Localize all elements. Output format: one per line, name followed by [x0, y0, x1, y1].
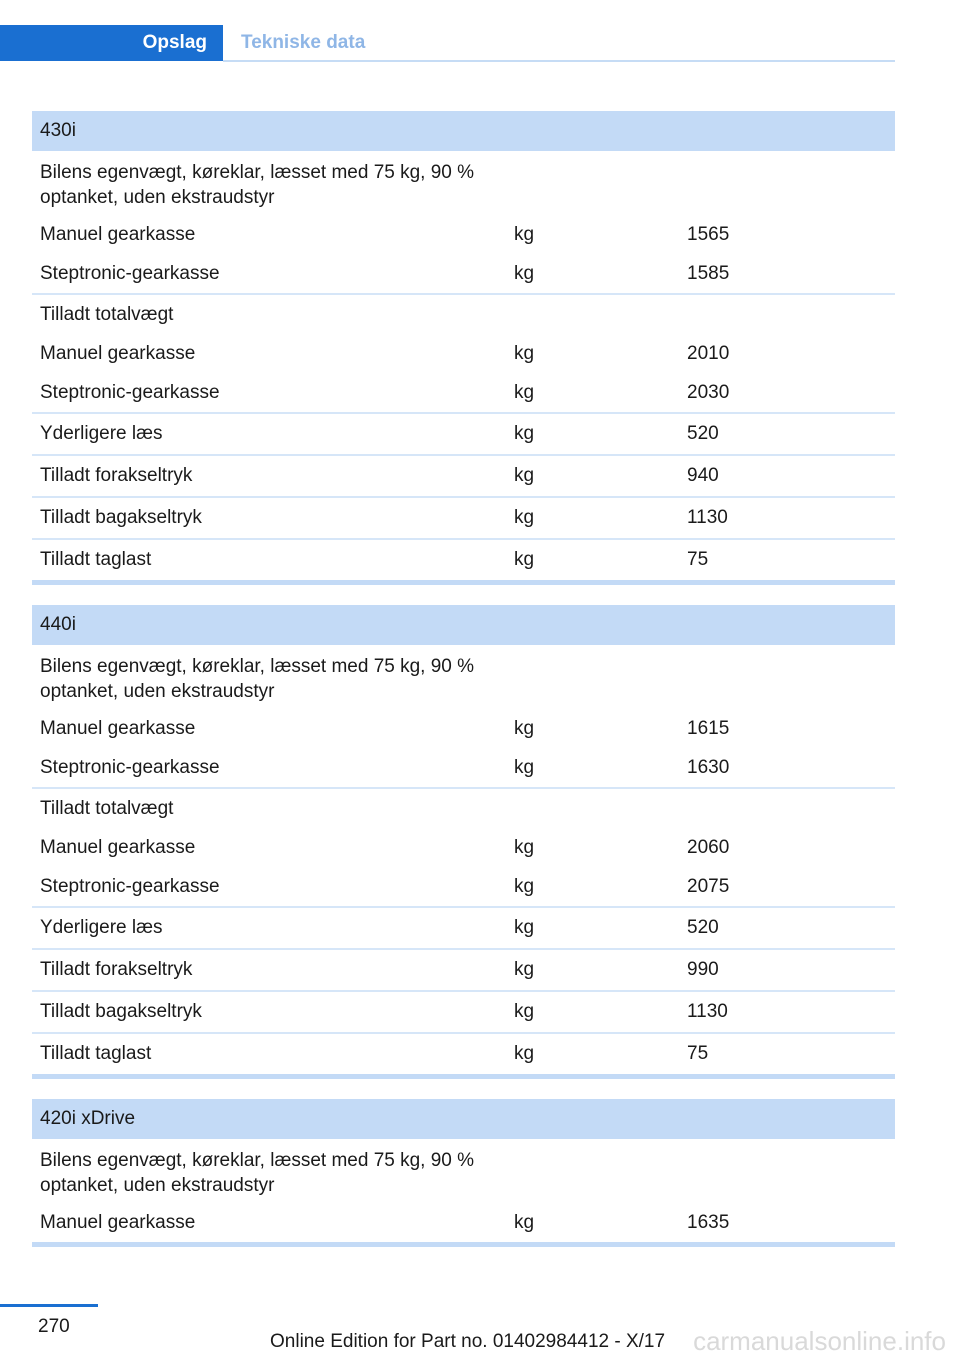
table-end-bar: [32, 580, 895, 585]
table-row: Tilladt bagakseltryk kg 1130: [40, 1001, 728, 1022]
own-weight-heading: Bilens egenvægt, køreklar, læsset med 75 kg, 90 % optanket, uden ekstraudstyr: [40, 1150, 475, 1196]
table-row: Yderligere læs kg 520: [40, 423, 719, 444]
page-number-rule: [0, 1304, 98, 1307]
table-row: Tilladt taglast kg 75: [40, 549, 709, 570]
table-row: Manuel gearkasse kg 2060: [40, 836, 730, 858]
table-end-bar: [32, 1074, 895, 1079]
table-row: Tilladt forakseltryk kg 940: [40, 465, 719, 486]
tab-underline: [223, 60, 895, 62]
table-header: [32, 605, 895, 645]
table-row: Steptronic-gearkasse kg 2075: [40, 875, 730, 897]
tab-tekniske-data[interactable]: Tekniske data: [241, 32, 366, 53]
table-header: [32, 111, 895, 151]
table-row: Manuel gearkasse kg 1615: [40, 717, 730, 739]
table-row: Steptronic-gearkasse kg 1630: [40, 756, 730, 778]
footer-edition: Online Edition for Part no. 01402984412 - X/17: [270, 1331, 666, 1352]
table-row: Steptronic-gearkasse kg 1585: [40, 262, 730, 284]
own-weight-heading: Bilens egenvægt, køreklar, læsset med 75 kg, 90 % optanket, uden ekstraudstyr: [40, 656, 475, 702]
total-weight-heading: Tilladt totalvægt: [40, 303, 174, 325]
table-row: Tilladt forakseltryk kg 990: [40, 959, 719, 980]
own-weight-heading: Bilens egenvægt, køreklar, læsset med 75 kg, 90 % optanket, uden ekstraudstyr: [40, 162, 475, 208]
table-row: Steptronic-gearkasse kg 2030: [40, 381, 730, 403]
total-weight-heading: Tilladt totalvægt: [40, 797, 174, 819]
table-row: Manuel gearkasse kg 2010: [40, 342, 730, 364]
header-tabbar: [0, 25, 895, 63]
table-row: Tilladt taglast kg 75: [40, 1043, 709, 1064]
table-row: Manuel gearkasse kg 1635: [40, 1211, 730, 1233]
model-name: 420i xDrive: [40, 1108, 136, 1129]
table-row: Tilladt bagakseltryk kg 1130: [40, 507, 728, 528]
table-end-bar: [32, 1242, 895, 1247]
tab-opslag[interactable]: Opslag: [0, 25, 223, 61]
watermark: carmanualsonline.info: [693, 1326, 946, 1356]
table-header: [32, 1099, 895, 1139]
weights-table-440i: [32, 605, 895, 1079]
table-row: Manuel gearkasse kg 1565: [40, 223, 730, 245]
page-number: 270: [38, 1316, 70, 1337]
weights-table-430i: [32, 111, 895, 585]
model-name: 430i: [40, 120, 76, 141]
table-row: Yderligere læs kg 520: [40, 917, 719, 938]
weights-table-420i-xdrive: [32, 1099, 895, 1247]
model-name: 440i: [40, 614, 76, 635]
